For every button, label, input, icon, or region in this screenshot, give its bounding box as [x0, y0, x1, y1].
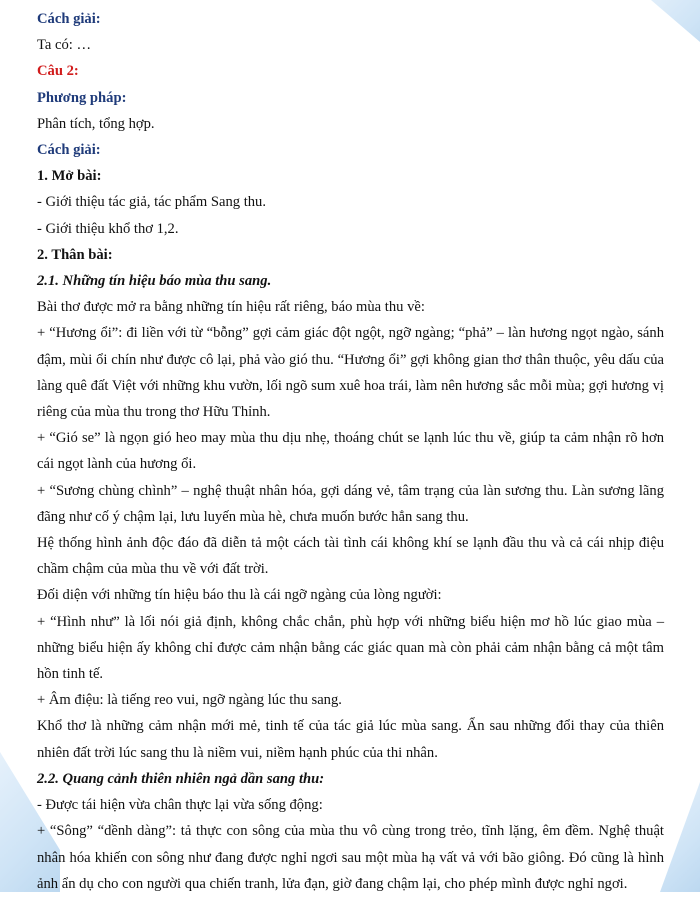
section-heading: Câu 2:: [37, 63, 79, 80]
paragraph: Hệ thống hình ảnh độc đáo đã diễn tả một cách tài tình cái không khí se lạnh đầu thu và cả cái nhịp điệu chầm chậm của mùa thu về với đất trời.: [37, 535, 664, 578]
section-heading: 1. Mở bài:: [37, 168, 102, 185]
paragraph: + Âm điệu: là tiếng reo vui, ngỡ ngàng lúc thu sang.: [37, 692, 342, 709]
section-heading: 2.1. Những tín hiệu báo mùa thu sang.: [37, 273, 272, 290]
paragraph: + “Hương ổi”: đi liền với từ “bỗng” gợi cảm giác đột ngột, ngỡ ngàng; “phả” – làn hương ngọt ngào, sánh đậm, mùi ổi chín như được cô lại, phả vào gió thu. “Hương ổi” gợi không gian thơ thân thuộc, yêu dấu của làng quê đất Việt với những khu vườn, lối ngõ sum xuê hoa trái, làm nên hương sắc mỗi mùa; gợi hương vị riêng của mùa thu trong thơ Hữu Thỉnh.: [37, 325, 664, 421]
section-heading: Cách giải:: [37, 11, 101, 27]
paragraph: Phân tích, tổng hợp.: [37, 115, 155, 132]
paragraph: - Giới thiệu tác giả, tác phẩm Sang thu.: [37, 194, 266, 211]
paragraph: + “Sông” “dềnh dàng”: tả thực con sông của mùa thu vô cùng trong trẻo, tĩnh lặng, êm đềm. Nghệ thuật nhân hóa khiến con sông như đang được nghỉ ngơi sau một mùa hạ vất vả với bão giông. Đó cũng là hình ảnh ẩn dụ cho con người qua chiến tranh, lửa đạn, giờ đang chậm lại, cho phép mình được nghỉ ngơi.: [37, 823, 664, 892]
paragraph: + “Gió se” là ngọn gió heo may mùa thu dịu nhẹ, thoáng chút se lạnh lúc thu về, giúp ta cảm nhận rõ hơn cái ngọt lành của hương ổi.: [37, 430, 664, 473]
paragraph: - Được tái hiện vừa chân thực lại vừa sống động:: [37, 797, 323, 814]
paragraph: - Giới thiệu khổ thơ 1,2.: [37, 220, 179, 237]
paragraph: Bài thơ được mở ra bằng những tín hiệu rất riêng, báo mùa thu về:: [37, 299, 425, 316]
section-heading: 2. Thân bài:: [37, 246, 113, 263]
section-heading: Cách giải:: [37, 142, 101, 159]
paragraph: Đối diện với những tín hiệu báo thu là cái ngỡ ngàng của lòng người:: [37, 587, 442, 604]
paragraph: Ta có: …: [37, 37, 92, 54]
section-heading: Phương pháp:: [37, 89, 127, 106]
paragraph: + “Sương chùng chình” – nghệ thuật nhân hóa, gợi dáng vẻ, tâm trạng của làn sương thu. Làn sương lãng đãng như cố ý chậm lại, lưu luyến mùa hè, chưa muốn bước hẳn sang thu.: [37, 482, 664, 525]
section-heading: 2.2. Quang cảnh thiên nhiên ngả dần sang thu:: [37, 770, 325, 787]
paragraph: Khổ thơ là những cảm nhận mới mẻ, tinh tế của tác giả lúc mùa sang. Ẩn sau những đổi thay của thiên nhiên đất trời lúc sang thu là niềm vui, niềm hạnh phúc của thi nhân.: [37, 718, 664, 761]
paragraph: + “Hình như” là lối nói giả định, không chắc chắn, phù hợp với những biểu hiện mơ hồ lúc giao mùa – những biểu hiện ấy không chỉ được cảm nhận bằng các giác quan mà còn phải cảm nhận bằng cả một tâm hồn tinh tế.: [37, 613, 664, 683]
